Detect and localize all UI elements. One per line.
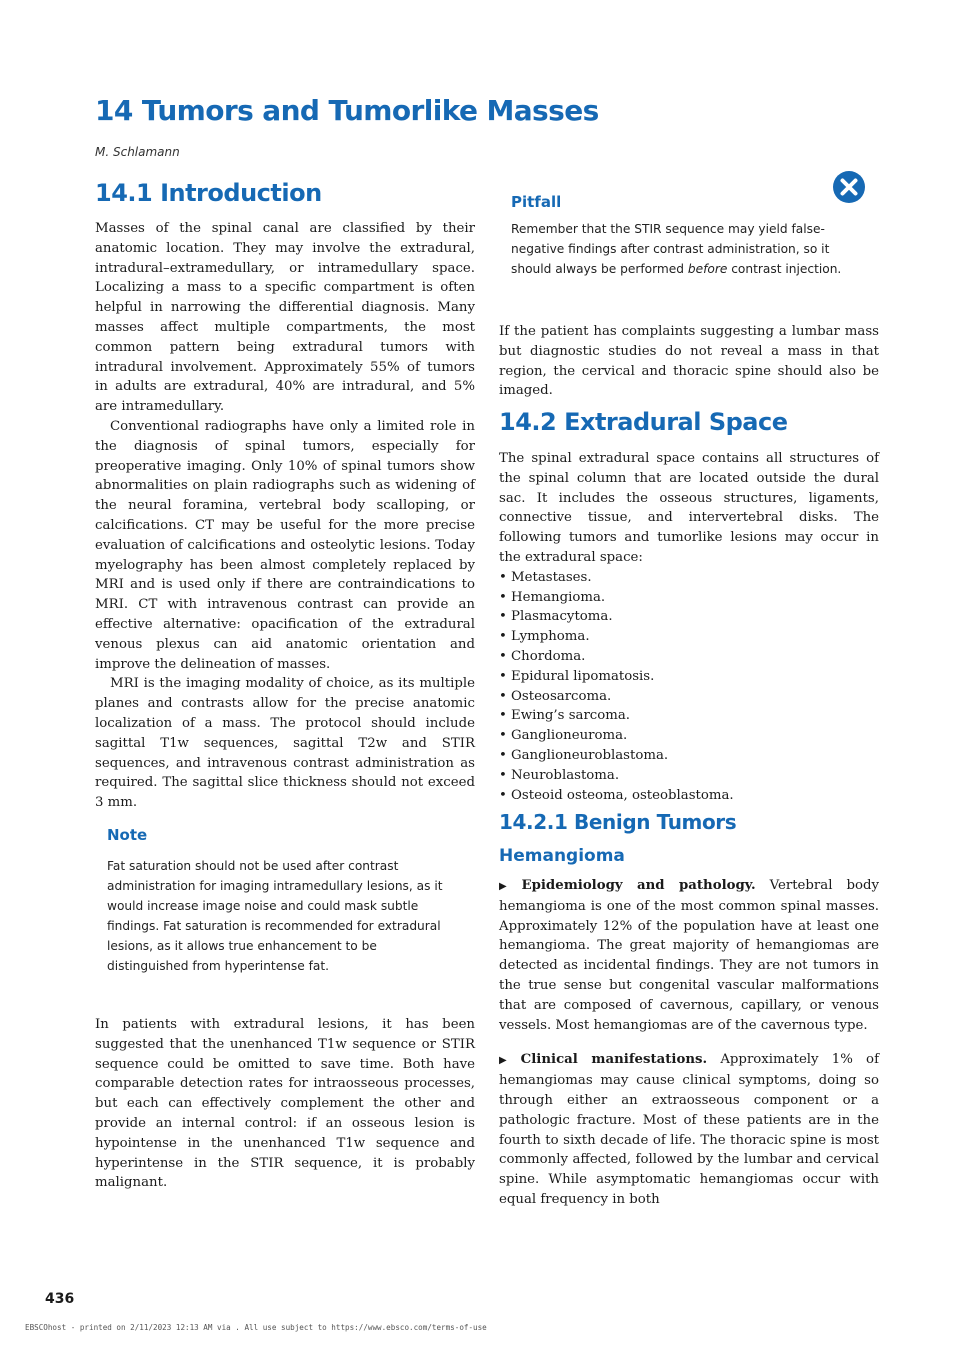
list-item: • Ganglioneuroma.	[499, 726, 879, 746]
chapter-author: M. Schlamann	[95, 145, 180, 159]
note-text: Fat saturation should not be used after contrast administration for imaging intramedullary lesions, as it would increase image noise and could mask subtle findings. Fat saturation is recommended for extradural lesions, as it allows true enhancement to be distinguished from hyperintense fat.	[107, 859, 443, 973]
triangle-bullet-icon: ▶	[499, 881, 517, 892]
list-item: • Osteoid osteoma, osteoblastoma.	[499, 786, 879, 806]
list-item: • Chordoma.	[499, 647, 879, 667]
list-item: • Ganglioneuroblastoma.	[499, 746, 879, 766]
section-heading-benign-tumors: 14.2.1 Benign Tumors	[499, 810, 737, 834]
right-intro-paragraph: If the patient has complaints suggesting a lumbar mass but diagnostic studies do not reveal a mass in that region, the cervical and thoracic spine should also be imaged.	[499, 324, 879, 399]
subheading-hemangioma: Hemangioma	[499, 846, 625, 866]
triangle-bullet-icon: ▶	[499, 1055, 516, 1067]
list-item: • Epidural lipomatosis.	[499, 667, 879, 687]
intro-paragraph-1: Masses of the spinal canal are classified by their anatomic location. They may involve the extradural, intradural–extramedullary, or intramedullary space. Localizing a mass to a specific compartment is often helpful in narrowing the differential diagnosis. Many masses affect multiple compartments, the most common pattern being extradural tumors with intradural involvement. Approximately 55% of tumors in adults are extradural, 40% are intradural, and 5% are intramedullary.	[95, 221, 475, 415]
hemangioma-body	[499, 876, 879, 1210]
list-item: • Hemangioma.	[499, 588, 879, 608]
list-item: • Osteosarcoma.	[499, 687, 879, 707]
clinical-manifestations-paragraph: ▶ Clinical manifestations. Approximately 1% of hemangiomas may cause clinical symptoms, doing so through either an extraosseous component or a pathologic fracture. Most of these patients are in the fourth to sixth decade of life. The thoracic spine is most commonly affected, followed by the lumbar and cervical spine. While asymptomatic hemangiomas occur with equal frequency in both	[499, 1052, 879, 1207]
chapter-title: 14 Tumors and Tumorlike Masses	[95, 94, 599, 127]
extradural-protocol-paragraph	[95, 1015, 475, 1193]
right-intro-body	[499, 322, 879, 401]
after-note-paragraph: In patients with extradural lesions, it has been suggested that the unenhanced T1w sequence or STIR sequence could be omitted to save time. Both have comparable detection rates for intraosseous processes, but each can effectively complement the other and provide an internal control: if an osseous lesion is hypointense in the unenhanced T1w sequence and hyperintense in the STIR sequence, it is probably malignant.	[95, 1017, 475, 1191]
section-heading-extradural-space: 14.2 Extradural Space	[499, 408, 788, 436]
pitfall-text: Remember that the STIR sequence may yield false-negative findings after contrast administration, so it should always be performed before contrast injection.	[511, 222, 842, 276]
page-number: 436	[45, 1291, 75, 1307]
pitfall-warning-icon	[832, 170, 866, 204]
print-footer: EBSCOhost - printed on 2/11/2023 12:13 AM via . All use subject to https://www.ebsco.com/terms-of-use	[25, 1323, 487, 1332]
extradural-body	[499, 449, 879, 805]
intro-paragraph-3: MRI is the imaging modality of choice, as its multiple planes and contrasts allow for the precise anatomic localization of a mass. The protocol should include sagittal T1w sequences, sagittal T2w and STIR sequences, and intravenous contrast administration as required. The sagittal slice thickness should not exceed 3 mm.	[95, 676, 475, 811]
pitfall-box	[511, 193, 851, 279]
list-item: • Plasmacytoma.	[499, 607, 879, 627]
list-item: • Ewing’s sarcoma.	[499, 706, 879, 726]
list-item: • Lymphoma.	[499, 627, 879, 647]
epidemiology-paragraph: ▶ Epidemiology and pathology. Vertebral body hemangioma is one of the most common spinal masses. Approximately 12% of the population have at least one hemangioma. The great majority of hemangiomas are detected as incidental findings. They are not tumors in the true sense but congenital vascular malformations that are composed of cavernous, capillary, or venous vessels. Most hemangiomas are of the cavernous type.	[499, 878, 879, 1033]
extradural-paragraph: The spinal extradural space contains all structures of the spinal column that are located outside the dural sac. It includes the osseous structures, ligaments, connective tissue, and intervertebral disks. The following tumors and tumorlike lesions may occur in the extradural space:	[499, 451, 879, 565]
note-box	[107, 826, 462, 976]
extradural-tumor-list	[499, 568, 879, 806]
list-item: • Neuroblastoma.	[499, 766, 879, 786]
note-title: Note	[107, 826, 148, 844]
pitfall-title: Pitfall	[511, 193, 562, 211]
pitfall-emphasis: before	[687, 262, 728, 276]
introduction-body	[95, 219, 475, 813]
section-heading-introduction: 14.1 Introduction	[95, 179, 322, 207]
intro-paragraph-2: Conventional radiographs have only a limited role in the diagnosis of spinal tumors, especially for preoperative imaging. Only 10% of spinal tumors show abnormalities on plain radiographs such as widening of the neural foramina, vertebral body scalloping, or calcifications. CT may be useful for the more precise evaluation of calcifications and osteolytic lesions. Today myelography has been almost completely replaced by MRI and is used only if there are contraindications to MRI. CT with intravenous contrast can provide an effective alternative: opacification of the extradural venous plexus can aid anatomic orientation and improve the delineation of masses.	[95, 418, 475, 672]
list-item: • Metastases.	[499, 568, 879, 588]
